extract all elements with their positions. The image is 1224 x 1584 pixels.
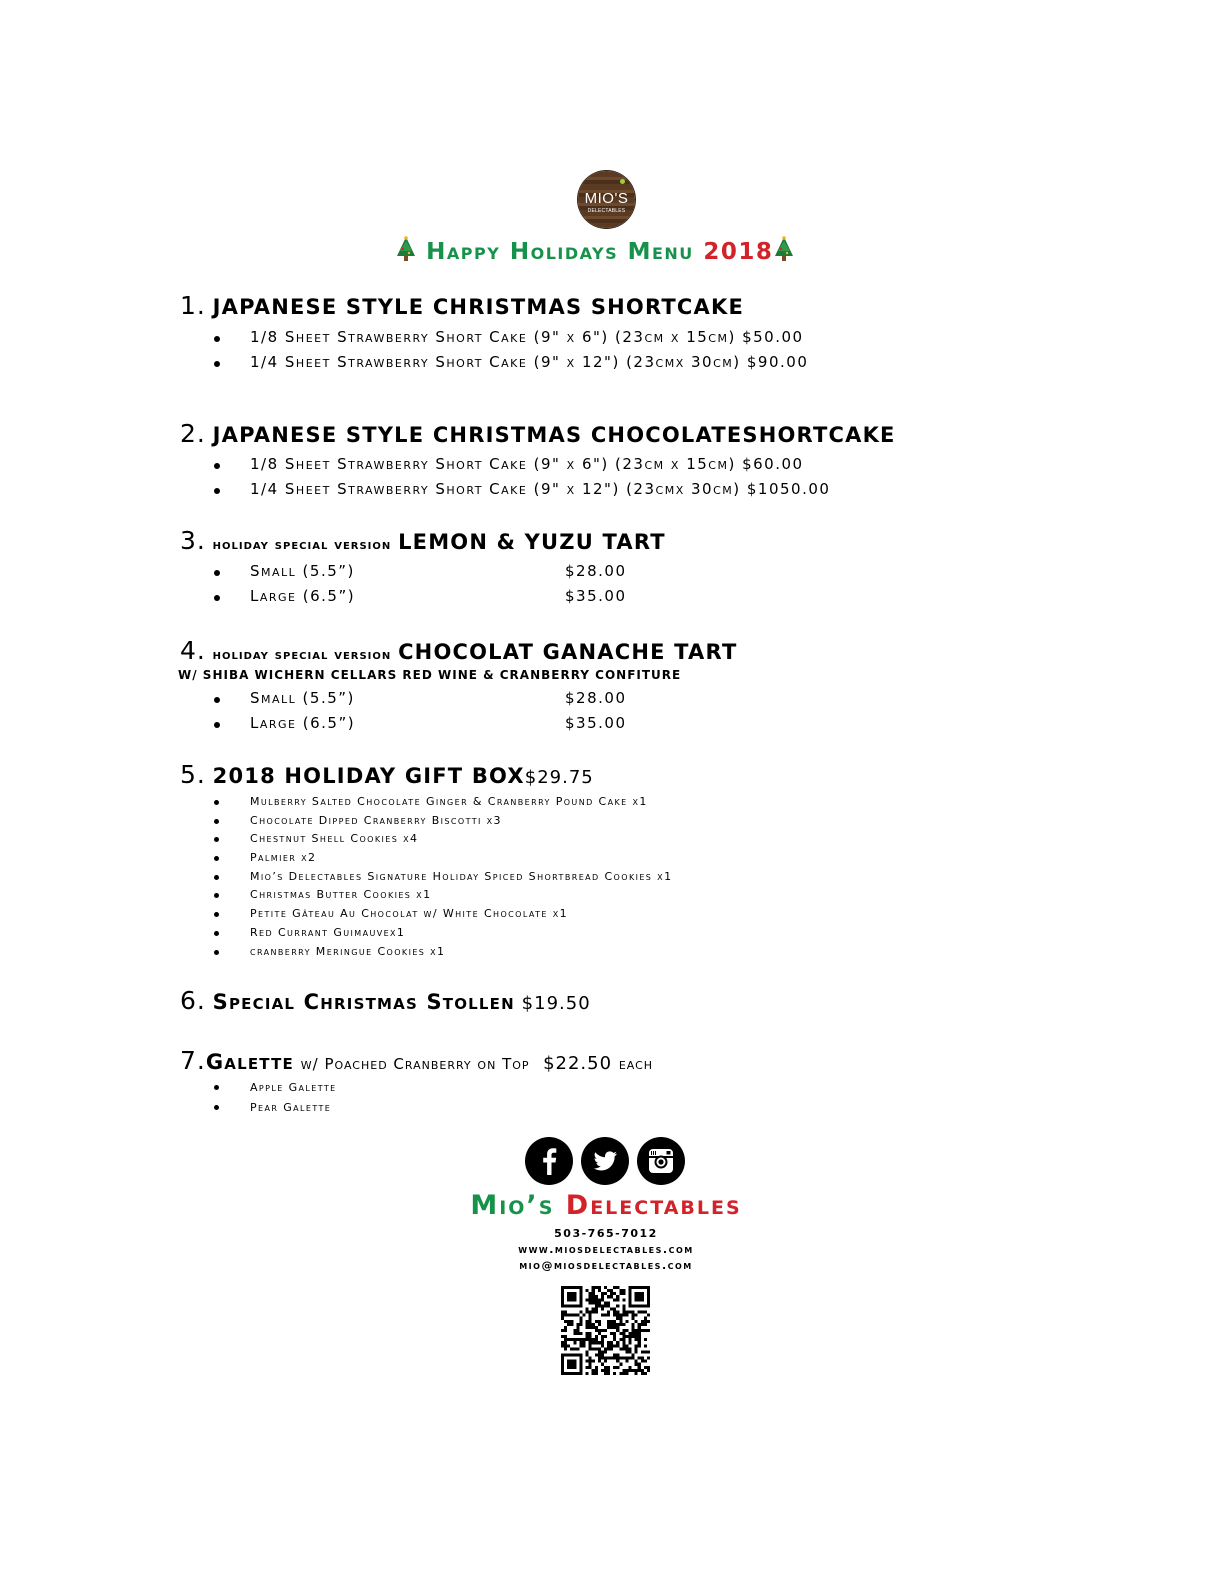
section-number: 7.	[180, 1046, 206, 1075]
item-text: 1/4 Sheet Strawberry Short Cake (9" x 12") (23cmx 30cm) $1050.00	[250, 480, 831, 498]
bullet	[214, 893, 219, 898]
twitter-icon[interactable]	[581, 1137, 629, 1185]
bullet	[214, 912, 219, 917]
section-number: 2.	[180, 419, 206, 448]
section-title: JAPANESE STYLE CHRISTMAS CHOCOLATESHORTCAKE	[212, 423, 896, 447]
footer-brand	[0, 1190, 1212, 1221]
item-text: Small (5.5”)	[250, 562, 355, 580]
logo-dot	[620, 179, 625, 184]
section-number: 5.	[180, 760, 206, 789]
section-heading	[180, 291, 744, 320]
facebook-icon[interactable]	[525, 1137, 573, 1185]
item-text: Mulberry Salted Chocolate Ginger & Cranberry Pound Cake x1	[250, 795, 648, 808]
bullet	[214, 837, 219, 842]
section-price: $19.50	[521, 993, 591, 1014]
bullet	[214, 856, 219, 861]
bullet	[214, 931, 219, 936]
section-title: Special Christmas Stollen	[212, 990, 515, 1014]
bullet	[214, 722, 220, 728]
bullet	[214, 595, 220, 601]
instagram-icon[interactable]	[637, 1137, 685, 1185]
bullet	[214, 875, 219, 880]
item-text: Petite Gâteau Au Chocolat w/ White Chocolate x1	[250, 907, 569, 921]
brand-first: Mio’s	[470, 1190, 555, 1221]
bullet	[214, 800, 219, 805]
logo-subtext: DELECTABLES	[587, 208, 626, 214]
item-text: Chocolate Dipped Cranberry Biscotti x3	[250, 813, 502, 827]
item-text: Pear Galette	[250, 1101, 332, 1114]
phone-number: 503-765-7012	[554, 1227, 658, 1240]
bullet	[214, 570, 220, 576]
bullet	[214, 697, 220, 703]
section-price: $22.50	[543, 1053, 613, 1074]
christmas-tree-icon	[773, 236, 795, 262]
section-title: Galette	[205, 1050, 294, 1074]
item-text: 1/8 Sheet Strawberry Short Cake (9" x 6") (23cm x 15cm) $50.00	[250, 328, 804, 346]
item-text: 1/4 Sheet Strawberry Short Cake (9" x 12") (23cmx 30cm) $90.00	[250, 353, 809, 371]
section-price: $29.75	[524, 767, 594, 788]
section-title: LEMON & YUZU TART	[398, 530, 666, 554]
bullet	[214, 950, 219, 955]
item-text: Palmier x2	[250, 851, 317, 865]
item-price: $35.00	[565, 714, 627, 732]
item-text: Large (6.5”)	[250, 714, 356, 732]
section-prefix: holiday special version	[212, 647, 392, 663]
qr-code[interactable]	[561, 1286, 650, 1375]
item-text: Small (5.5”)	[250, 689, 355, 707]
brand-logo	[578, 171, 635, 228]
section-heading	[180, 986, 591, 1015]
bullet	[214, 1085, 219, 1090]
website-link[interactable]: www.miosdelectables.com	[518, 1243, 694, 1256]
item-text: Chestnut Shell Cookies x4	[250, 832, 419, 846]
section-heading	[180, 526, 666, 555]
item-text: Large (6.5”)	[250, 587, 356, 605]
item-text: Red Currant Guimauvex1	[250, 925, 406, 939]
item-text: Christmas Butter Cookies x1	[250, 888, 432, 902]
section-subline: W/ SHIBA WICHERN CELLARS RED WINE & CRANBERRY CONFITURE	[178, 668, 682, 682]
bullet	[214, 1105, 219, 1110]
bullet	[214, 361, 220, 367]
section-number: 3.	[180, 526, 206, 555]
bullet	[214, 463, 220, 469]
section-title: CHOCOLAT GANACHE TART	[398, 640, 738, 664]
title-main: Happy Holidays Menu	[426, 239, 694, 265]
bullet	[214, 488, 220, 494]
price-suffix: each	[618, 1055, 654, 1073]
item-price: $28.00	[565, 562, 627, 580]
title-year: 2018	[703, 239, 774, 265]
section-prefix: holiday special version	[212, 537, 392, 553]
section-heading	[180, 636, 737, 665]
section-note: w/ Poached Cranberry on Top	[300, 1055, 530, 1073]
bullet	[214, 819, 219, 824]
brand-second: Delectables	[565, 1190, 742, 1221]
section-title: JAPANESE STYLE CHRISTMAS SHORTCAKE	[212, 295, 745, 319]
section-number: 6.	[180, 986, 206, 1015]
item-text: 1/8 Sheet Strawberry Short Cake (9" x 6") (23cm x 15cm) $60.00	[250, 455, 804, 473]
section-heading	[180, 419, 896, 448]
section-heading	[180, 760, 594, 789]
item-text: Mio’s Delectables Signature Holiday Spiced Shortbread Cookies x1	[250, 869, 673, 883]
christmas-tree-icon	[395, 236, 417, 262]
bullet	[214, 336, 220, 342]
menu-title	[0, 236, 1190, 265]
item-text: Apple Galette	[250, 1081, 337, 1094]
section-title: 2018 HOLIDAY GIFT BOX	[212, 764, 525, 788]
section-number: 1.	[180, 291, 206, 320]
item-price: $28.00	[565, 689, 627, 707]
item-text: cranberry Meringue Cookies x1	[250, 944, 446, 958]
logo-text: MIO'S	[584, 190, 629, 207]
item-price: $35.00	[565, 587, 627, 605]
email-link[interactable]: mio@miosdelectables.com	[519, 1259, 693, 1272]
section-number: 4.	[180, 636, 206, 665]
section-heading	[180, 1046, 653, 1075]
